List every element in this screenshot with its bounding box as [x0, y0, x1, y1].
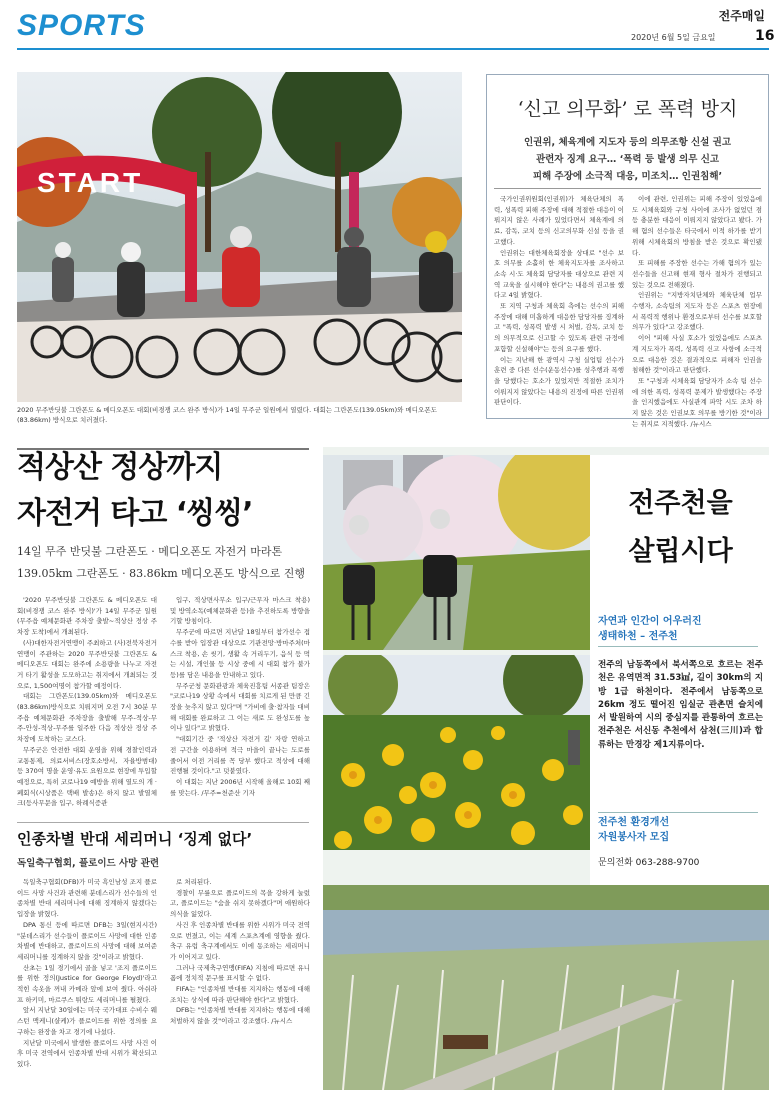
- divider: [17, 822, 309, 823]
- riverside-cyclists-photo: [323, 455, 590, 650]
- paragraph: DPA 통신 등에 따르면 DFB는 3일(현지시간) "분데스리가 선수들이 플로이드 사망에 대한 인종차별에 반대하고, 플로이드의 사망에 대해 보여준 세리머니를 징계하지 않을 것"이라고 밝혔다.: [17, 920, 157, 961]
- paragraph: 이 대회는 지난 2006년 시작해 올해로 10회 째를 맞는다. /무주=천준산 기자: [170, 777, 310, 797]
- article-column: [494, 194, 624, 408]
- header-rule: [17, 48, 769, 50]
- article-column: [170, 595, 310, 798]
- page-number: 16: [755, 28, 775, 44]
- feature-title-line: 전주천을: [628, 488, 733, 519]
- article-column: [632, 194, 762, 429]
- divider: [598, 646, 758, 647]
- paragraph: 대회는 그란폰도(139.05km)와 메디오폰도(83.86km)방식으로 치뤄지며 오전 7시 30분 무주읍 예체문화관 주차장을 출발해 무주-적상-무주-안성-적상-무주를 일주한 다음 적상산 정상 주차장에 도착하는 코스다.: [17, 692, 157, 744]
- feature-kicker: [598, 614, 763, 644]
- headline-line: 적상산 정상까지: [17, 450, 223, 485]
- paragraph: 그러나 국제축구연맹(FIFA) 지침에 따르면 유니폼에 정치적 문구를 표시할 수 없다.: [170, 963, 310, 983]
- paragraph: 인권위는 "지방자치단체와 체육단체 업무 수행자, 소속팀의 지도자 등은 스포츠 현장에서 폭력적 행위나 환경으로부터 선수를 보호할 의무가 있다"고 강조했다.: [632, 291, 762, 332]
- feature-body: 전주의 남동쪽에서 북서쪽으로 흐르는 전주천은 유역면적 31.53㎢, 길이 30km의 지방 1급 하천이다. 전주에서 남동쪽으로 26km 정도 떨어진 임실군 관촌면 슬치에서 발원하여 시의 중심지를 관통하여 흐르는 전주천은 서신동 추천에서 삼천(三川)과 합류하는 만경강 제1지류이다.: [598, 660, 763, 750]
- section-title: SPORTS: [17, 9, 146, 42]
- deck-line: 139.05km 그란폰도 · 83.86km 메디오폰도 방식으로 진행: [17, 567, 306, 580]
- paragraph: '2020 무주반딧불 그란폰도 & 메디오폰도 대회(비경쟁 코스 완주 방식)'가 14일 무주군 일원(무주읍 예체문화관 주차장 출발~적상산 정상 주차장 도착)에서 개최된다.: [17, 596, 157, 637]
- feature-title: [598, 480, 763, 576]
- paragraph: 사건 후 인종차별 반대를 위한 시위가 미국 전역으로 번졌고, 이는 세계 스포츠계에 영향을 줬다. 축구 유럽 축구계에서도 이에 동조하는 세리머니가 이어지고 있다.: [170, 920, 310, 961]
- article-subhead: 피해 주장에 소극적 대응, 미조치… 인권침해’: [532, 171, 723, 182]
- paragraph: 경찰이 무릎으로 플로이드의 목을 강하게 눌렀고, 플로이드는 "숨을 쉬지 못하겠다"며 애원하다 의식을 잃었다.: [170, 888, 310, 919]
- paragraph: (사)대한자전거연맹이 주최하고 (사)전북자전거연맹이 주관하는 2020 무주반딧불 그란폰도 & 메디오폰도 대회는 완주에 소용량을 나누고 자전거 타기 활성을 도모하고는 취지에서 개최되는 것으로, 1,500여명이 참가할 예정이다.: [17, 638, 157, 690]
- start-banner-text: START: [37, 167, 144, 198]
- kicker-line: 자연과 인간이 어우러진: [598, 616, 702, 627]
- paragraph: 무주군은 안전한 대회 운영을 위해 경찰인력과 교통통제, 의료서비스(장호소방서, 자율방범대) 등 370여 명을 운영·유도 요원으로 현장에 투입할 예정으로, 특히 코로나19 예방을 위해 열도의 개 · 폐회식(시상품은 택배 발송)은 하지 않고 발열체크(등사무문을 입구, 하례식증관: [17, 745, 157, 808]
- paragraph: 무주군에 따르면 지난달 18일부터 참가선수 접수를 받아 입장관 대상으로 기관전망·방마주처(마스크 착용, 손 씻기, 생활 속 거리두기, 음식 등 먹는 시설, 개인물 등 시상 중에 시 대회 참가 불가 등)를 담은 내용을 안내하고 있다.: [170, 628, 310, 679]
- paragraph: 지난달 미국에서 발생한 플로이드 사망 사건 이후 미국 전역에서 인종차별 반대 시위가 확산되고 있다.: [17, 1038, 157, 1068]
- kicker-line: 생태하천 – 전주천: [598, 631, 678, 642]
- photo-caption: 2020 무주반딧불 그란폰도 & 메디오폰도 대회(비경쟁 코스 완주 방식)가 14일 무주군 일원에서 열렸다. 대회는 그란폰도(139.05km)와 메디오폰도(83.86km) 방식으로 치러졌다.: [17, 406, 437, 424]
- recruit-line: 전주천 환경개선: [598, 817, 670, 828]
- newspaper-name: 전주매일: [718, 9, 765, 23]
- main-headline: [17, 445, 253, 537]
- article-headline: 인종차별 반대 세리머니 ‘징계 없다’: [17, 830, 253, 848]
- paragraph: 독일축구협회(DFB)가 미국 흑인남성 조지 플로이드 사망 사건과 관련해 분데스리가 선수들의 인종차별 반대 세리머니에 대해 징계하지 않겠다는 입장을 밝혔다.: [17, 878, 157, 919]
- article-column: [17, 595, 157, 809]
- divider: [494, 188, 761, 189]
- recruit-notice: [598, 815, 758, 845]
- recruit-line: 자원봉사자 모집: [598, 832, 670, 843]
- paragraph: "대회기간 중 '적상산 자전거 길' 자랑 연하고 전 구간을 이용하며 적극 마을이 끝나는 도로를 줄어서 이전 거리를 꼭 당부 했다고 적상에 대해 진행될 것이다."고 덧붙였다.: [170, 735, 310, 776]
- paragraph: 입구, 적상면사무소 입구/근무자 마스크 착용) 및 방역소독(예체문화관 등)을 추진하도록 방향을 기할 방침이다.: [170, 596, 310, 626]
- divider: [598, 812, 758, 813]
- paragraph: 또 피해를 주장한 선수는 가해 혐의가 있는 선수들을 신고해 현재 형사 절차가 진행되고 있는 것으로 전해졌다.: [632, 259, 762, 289]
- contact-phone: 문의전화 063-288-9700: [598, 858, 700, 868]
- article-title: ‘신고 의무화’ 로 폭력 방지: [517, 98, 738, 120]
- flower-field-photo: [323, 655, 590, 850]
- issue-date: 2020년 6월 5일 금요일: [631, 33, 716, 42]
- cycling-race-photo: [17, 72, 462, 402]
- article-subhead: 독일축구협회, 플로이드 사망 관련: [17, 858, 160, 869]
- article-column: [17, 877, 157, 1070]
- paragraph: 로 처리된다.: [176, 878, 212, 886]
- paragraph: 이는 지난해 한 광역시 구청 실업팀 선수가 훈련 중 다른 선수(운동선수)를 성추행과 폭행을 당했다는 호소가 있었지만 적절한 조치가 이뤄지지 않았다는 내용의 진정에 따른 인권위 판단이다.: [494, 355, 624, 407]
- feature-title-line: 살립시다: [628, 536, 733, 567]
- article-column: [170, 877, 310, 1027]
- paragraph: 앞서 지난달 30일에는 미국 국가대표 수비수 웨스턴 맥케니(샬케)가 플로이드를 위한 정의를 요구하는 완장을 차고 경기에 나섰다.: [17, 1006, 157, 1036]
- article-subhead: 인권위, 체육계에 지도자 등의 의무조항 신설 권고: [524, 137, 731, 148]
- paragraph: 무주군청 문화관광과 체육진흥팀 서종관 팀장은 "코로나19 상황 속에서 대회를 치르게 된 만큼 긴장을 늦추지 않고 있다"며 "가비에 출·참자들 대비해 대회를 완료하고 그 이는 새로 도 완성도를 높이나 있다"고 밝혔다.: [170, 681, 310, 733]
- article-subhead: 관련자 징계 요구… ‘폭력 등 발생 의무 신고: [535, 154, 720, 165]
- deck-line: 14일 무주 반딧불 그란폰도 · 메디오폰도 자전거 마라톤: [17, 545, 283, 558]
- paragraph: 이어 "피해 사실 호소가 있었음에도 스포츠계 지도자가 폭력, 성폭력 신고 사항에 소극적으로 대응한 것은 결과적으로 피해자 인권을 침해한 것"이라고 판단했다.: [632, 334, 762, 375]
- paragraph: DFB는 "인종차별 반대를 지지하는 행동에 대해 처벌하지 않을 것"이라고 강조했다. /뉴시스: [170, 1006, 310, 1026]
- paragraph: 또 지역 구청과 체육회 측에는 선수의 피해 주장에 대해 미흡하게 대응한 담당자를 징계하고 "폭력, 성폭력 발생 시 처벌, 감독, 코치 등의 의무적으로 신고할 수 있도록 관련 규정에 포함할 신설해야"는 등의 요구를 했다.: [494, 302, 624, 353]
- paragraph: 인권위는 대한체육회장을 상대로 "선수 보호 의무를 소홀히 한 체육지도자를 조사하고 소속 시·도 체육회 담당자를 대상으로 관련 지역 교육을 실시해야 한다"는 내용의 권고를 했다고 4일 밝혔다.: [494, 248, 624, 300]
- paragraph: 또 "구청과 시체육회 담당자가 소속 팀 선수에 의한 폭력, 성폭력 문제가 발생했다는 주장을 인지했음에도 사실관계 파악 시도 조차 하지 않은 것은 인권보호 의무를 방기한 것"이라는 취지로 지적했다. /뉴시스: [632, 376, 762, 428]
- river-reeds-photo: [323, 885, 769, 1090]
- paragraph: FIFA는 "인종차별 반대를 지지하는 행동에 대해 조치는 상식에 따라 판단해야 한다"고 밝혔다.: [170, 985, 310, 1004]
- paragraph: 산초는 1일 경기에서 골을 넣고 '조지 플로이드를 위한 정의(Justice for George Floyd)'라고 적힌 속옷을 꺼내 카메라 앞에 보여 줬다. 아쉬라프 하키미, 마르쿠스 튀랑도 세리머니를 펼쳤다.: [17, 963, 157, 1004]
- paragraph: 이에 관련, 인권위는 피해 주장이 있었음에도 시체육회와 구청 사이에 조사가 없었던 점 등 충분한 대응이 이뤄지지 않았다고 봤다. 가해 혐의 선수들은 타국에서 이적 하가를 받기 위해 시체육회의 방침을 받은 것으로 확인됐다.: [632, 195, 762, 257]
- paragraph: 국가인권위원회(인권위)가 체육단체의 폭력, 성폭력 피해 주장에 대해 적절한 대응이 이뤄지지 않은 사례가 있었다면서 체육계에 의료, 감독, 코치 등의 신고의무화 신설 등을 권고했다.: [494, 195, 624, 246]
- headline-line: 자전거 타고 ‘씽씽’: [17, 496, 253, 531]
